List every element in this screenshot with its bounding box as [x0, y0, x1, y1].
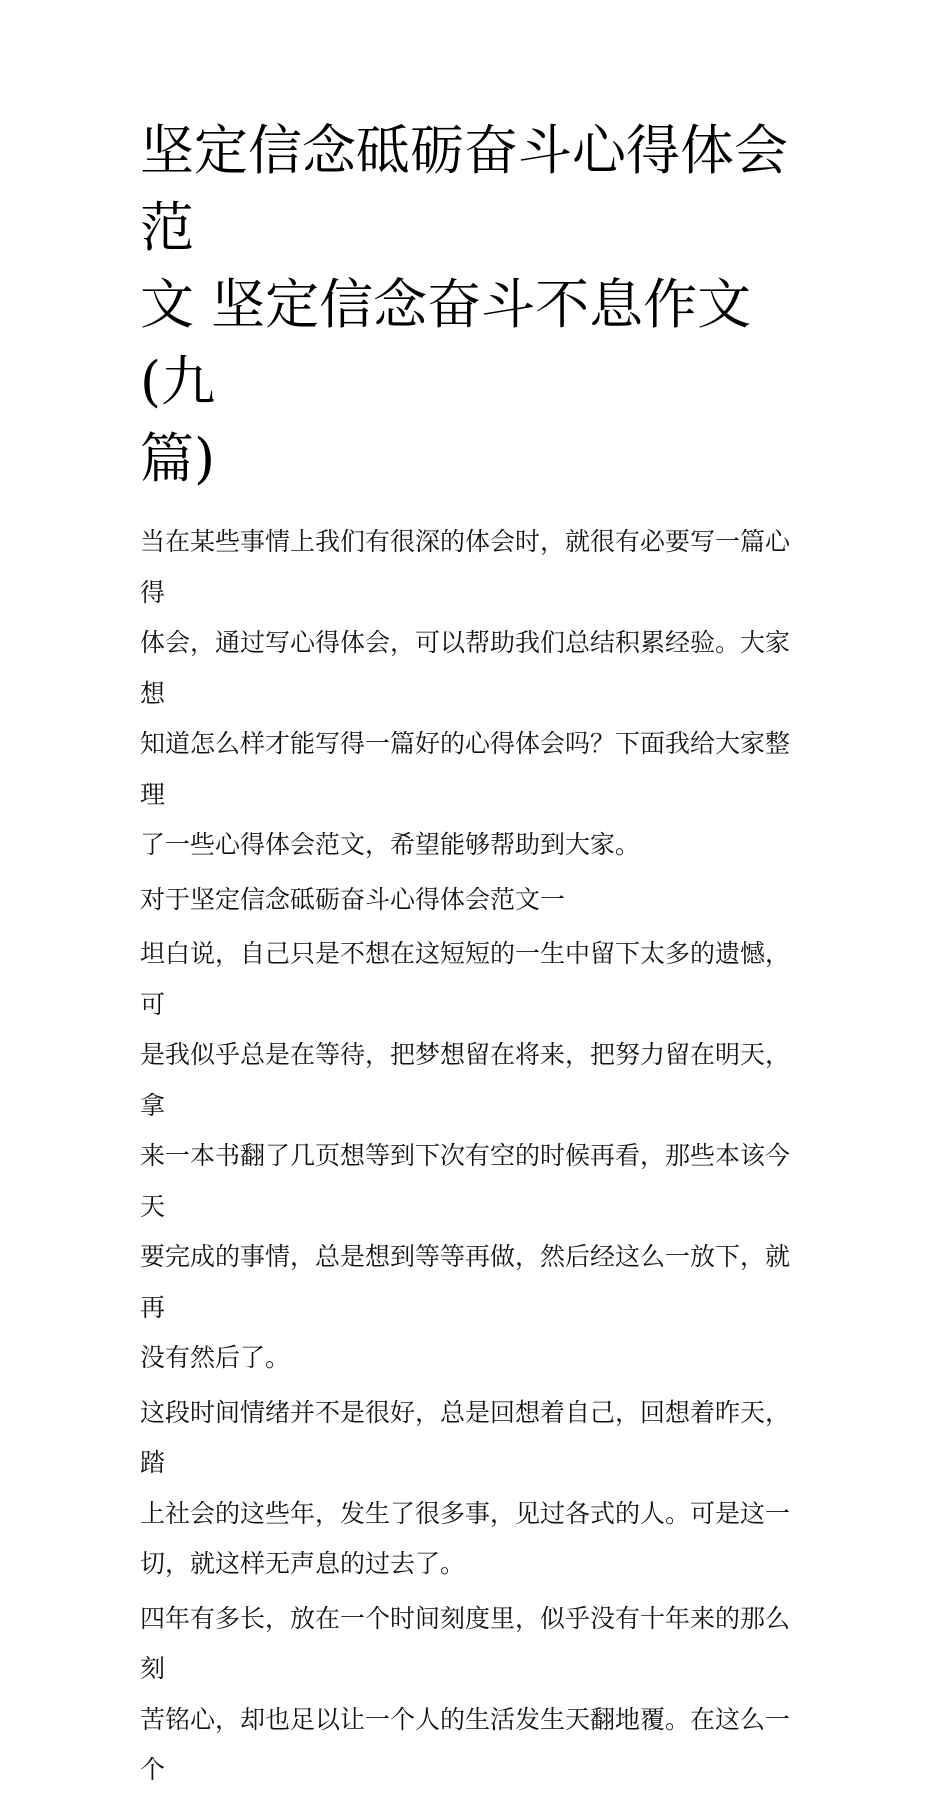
- document-body: [140, 517, 812, 1796]
- body-paragraph: 这段时间情绪并不是很好，总是回想着自己，回想着昨天，踏 上社会的这些年，发生了很多事，见过各式的人。可是这一 切，就这样无声息的过去了。: [140, 1397, 791, 1578]
- document-title: 坚定信念砥砺奋斗心得体会范 文 坚定信念奋斗不息作文(九 篇): [140, 119, 788, 490]
- body-paragraph: 四年有多长，放在一个时间刻度里，似乎没有十年来的那么刻 苦铭心，却也足以让一个人的生活发生天翻地覆。在这么一个: [140, 1603, 791, 1784]
- intro-paragraph: 当在某些事情上我们有很深的体会时，就很有必要写一篇心得 体会，通过写心得体会，可以帮助我们总结积累经验。大家想 知道怎么样才能写得一篇好的心得体会吗？下面我给大家整理 了一些心得体会范文，希望能够帮助到大家。: [140, 527, 791, 859]
- body-paragraph: 坦白说，自己只是不想在这短短的一生中留下太多的遗憾，可 是我似乎总是在等待，把梦想留在将来，把努力留在明天，拿 来一本书翻了几页想等到下次有空的时候再看，那些本该今天 要完成的事情，总是想到等等再做，然后经这么一放下，就再 没有然后了。: [140, 939, 791, 1372]
- document-page: [140, 112, 812, 1796]
- section-heading: 对于坚定信念砥砺奋斗心得体会范文一: [140, 884, 566, 914]
